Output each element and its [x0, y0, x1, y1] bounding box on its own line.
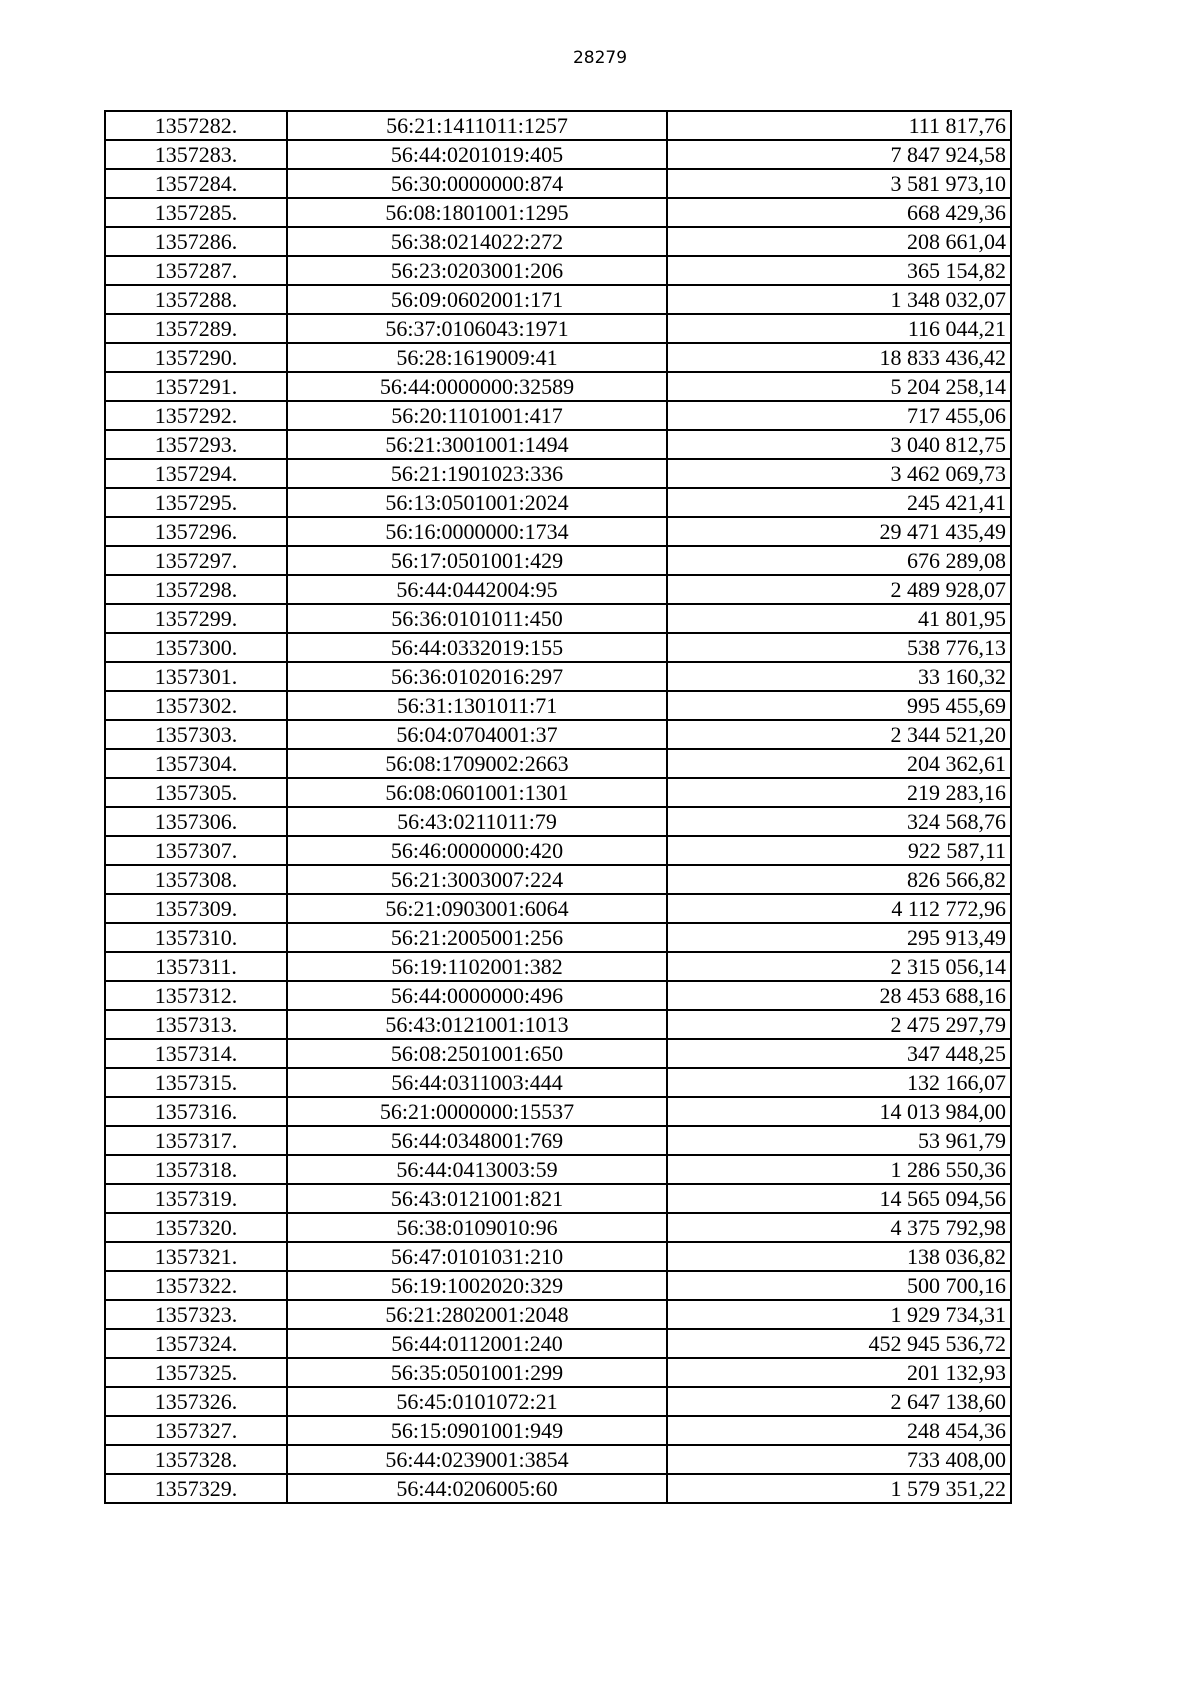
table-row — [105, 662, 1011, 691]
value-cell: 676 289,08 — [667, 546, 1011, 575]
cadastral-number-cell: 56:08:1801001:1295 — [287, 198, 667, 227]
cadastral-number-cell: 56:23:0203001:206 — [287, 256, 667, 285]
cadastral-number-cell: 56:09:0602001:171 — [287, 285, 667, 314]
table-row — [105, 140, 1011, 169]
value-cell: 3 040 812,75 — [667, 430, 1011, 459]
table-row — [105, 198, 1011, 227]
table-row — [105, 314, 1011, 343]
value-cell: 204 362,61 — [667, 749, 1011, 778]
cadastral-number-cell: 56:44:0112001:240 — [287, 1329, 667, 1358]
table-row — [105, 865, 1011, 894]
value-cell: 18 833 436,42 — [667, 343, 1011, 372]
cadastral-number-cell: 56:21:3003007:224 — [287, 865, 667, 894]
table-row — [105, 1271, 1011, 1300]
value-cell: 538 776,13 — [667, 633, 1011, 662]
row-number-cell: 1357282. — [105, 111, 287, 140]
row-number-cell: 1357302. — [105, 691, 287, 720]
row-number-cell: 1357310. — [105, 923, 287, 952]
row-number-cell: 1357308. — [105, 865, 287, 894]
cadastral-number-cell: 56:47:0101031:210 — [287, 1242, 667, 1271]
value-cell: 245 421,41 — [667, 488, 1011, 517]
value-cell: 452 945 536,72 — [667, 1329, 1011, 1358]
table-row — [105, 720, 1011, 749]
value-cell: 500 700,16 — [667, 1271, 1011, 1300]
row-number-cell: 1357305. — [105, 778, 287, 807]
row-number-cell: 1357299. — [105, 604, 287, 633]
value-cell: 922 587,11 — [667, 836, 1011, 865]
cadastral-number-cell: 56:21:0000000:15537 — [287, 1097, 667, 1126]
table-row — [105, 430, 1011, 459]
value-cell: 41 801,95 — [667, 604, 1011, 633]
value-cell: 2 315 056,14 — [667, 952, 1011, 981]
cadastral-number-cell: 56:30:0000000:874 — [287, 169, 667, 198]
row-number-cell: 1357286. — [105, 227, 287, 256]
table-row — [105, 285, 1011, 314]
table-row — [105, 836, 1011, 865]
cadastral-number-cell: 56:08:2501001:650 — [287, 1039, 667, 1068]
cadastral-number-cell: 56:44:0413003:59 — [287, 1155, 667, 1184]
row-number-cell: 1357287. — [105, 256, 287, 285]
cadastral-number-cell: 56:21:2005001:256 — [287, 923, 667, 952]
value-cell: 208 661,04 — [667, 227, 1011, 256]
table-row — [105, 169, 1011, 198]
row-number-cell: 1357328. — [105, 1445, 287, 1474]
table-row — [105, 459, 1011, 488]
table-row — [105, 923, 1011, 952]
row-number-cell: 1357295. — [105, 488, 287, 517]
value-cell: 5 204 258,14 — [667, 372, 1011, 401]
table-row — [105, 517, 1011, 546]
cadastral-number-cell: 56:43:0121001:1013 — [287, 1010, 667, 1039]
value-cell: 4 112 772,96 — [667, 894, 1011, 923]
cadastral-number-cell: 56:35:0501001:299 — [287, 1358, 667, 1387]
cadastral-number-cell: 56:15:0901001:949 — [287, 1416, 667, 1445]
row-number-cell: 1357298. — [105, 575, 287, 604]
cadastral-number-cell: 56:21:3001001:1494 — [287, 430, 667, 459]
value-cell: 3 462 069,73 — [667, 459, 1011, 488]
value-cell: 347 448,25 — [667, 1039, 1011, 1068]
value-cell: 248 454,36 — [667, 1416, 1011, 1445]
value-cell: 201 132,93 — [667, 1358, 1011, 1387]
cadastral-number-cell: 56:44:0206005:60 — [287, 1474, 667, 1503]
table-row — [105, 1155, 1011, 1184]
row-number-cell: 1357313. — [105, 1010, 287, 1039]
cadastral-number-cell: 56:21:1411011:1257 — [287, 111, 667, 140]
value-cell: 7 847 924,58 — [667, 140, 1011, 169]
value-cell: 3 581 973,10 — [667, 169, 1011, 198]
value-cell: 33 160,32 — [667, 662, 1011, 691]
row-number-cell: 1357289. — [105, 314, 287, 343]
value-cell: 53 961,79 — [667, 1126, 1011, 1155]
row-number-cell: 1357320. — [105, 1213, 287, 1242]
cadastral-number-cell: 56:31:1301011:71 — [287, 691, 667, 720]
table-row — [105, 1300, 1011, 1329]
value-cell: 14 013 984,00 — [667, 1097, 1011, 1126]
value-cell: 1 348 032,07 — [667, 285, 1011, 314]
row-number-cell: 1357283. — [105, 140, 287, 169]
table-row — [105, 1213, 1011, 1242]
cadastral-number-cell: 56:21:0903001:6064 — [287, 894, 667, 923]
cadastral-number-cell: 56:08:0601001:1301 — [287, 778, 667, 807]
value-cell: 1 286 550,36 — [667, 1155, 1011, 1184]
table-row — [105, 401, 1011, 430]
cadastral-number-cell: 56:44:0000000:32589 — [287, 372, 667, 401]
row-number-cell: 1357285. — [105, 198, 287, 227]
table-row — [105, 749, 1011, 778]
cadastral-number-cell: 56:13:0501001:2024 — [287, 488, 667, 517]
row-number-cell: 1357315. — [105, 1068, 287, 1097]
row-number-cell: 1357307. — [105, 836, 287, 865]
value-cell: 324 568,76 — [667, 807, 1011, 836]
row-number-cell: 1357296. — [105, 517, 287, 546]
cadastral-number-cell: 56:43:0211011:79 — [287, 807, 667, 836]
table-row — [105, 1126, 1011, 1155]
cadastral-number-cell: 56:08:1709002:2663 — [287, 749, 667, 778]
value-cell: 1 579 351,22 — [667, 1474, 1011, 1503]
value-cell: 111 817,76 — [667, 111, 1011, 140]
cadastral-number-cell: 56:38:0214022:272 — [287, 227, 667, 256]
registry-table-body — [105, 111, 1011, 1503]
row-number-cell: 1357326. — [105, 1387, 287, 1416]
table-row — [105, 778, 1011, 807]
table-row — [105, 1184, 1011, 1213]
table-row — [105, 1039, 1011, 1068]
table-row — [105, 604, 1011, 633]
row-number-cell: 1357327. — [105, 1416, 287, 1445]
row-number-cell: 1357322. — [105, 1271, 287, 1300]
row-number-cell: 1357323. — [105, 1300, 287, 1329]
row-number-cell: 1357316. — [105, 1097, 287, 1126]
table-row — [105, 1445, 1011, 1474]
table-row — [105, 691, 1011, 720]
cadastral-number-cell: 56:17:0501001:429 — [287, 546, 667, 575]
row-number-cell: 1357300. — [105, 633, 287, 662]
table-row — [105, 633, 1011, 662]
row-number-cell: 1357304. — [105, 749, 287, 778]
row-number-cell: 1357293. — [105, 430, 287, 459]
table-row — [105, 227, 1011, 256]
row-number-cell: 1357288. — [105, 285, 287, 314]
row-number-cell: 1357324. — [105, 1329, 287, 1358]
cadastral-number-cell: 56:44:0000000:496 — [287, 981, 667, 1010]
cadastral-number-cell: 56:38:0109010:96 — [287, 1213, 667, 1242]
cadastral-number-cell: 56:44:0201019:405 — [287, 140, 667, 169]
table-row — [105, 952, 1011, 981]
value-cell: 14 565 094,56 — [667, 1184, 1011, 1213]
table-row — [105, 1242, 1011, 1271]
row-number-cell: 1357309. — [105, 894, 287, 923]
cadastral-number-cell: 56:44:0442004:95 — [287, 575, 667, 604]
table-row — [105, 894, 1011, 923]
row-number-cell: 1357321. — [105, 1242, 287, 1271]
row-number-cell: 1357317. — [105, 1126, 287, 1155]
table-row — [105, 1329, 1011, 1358]
value-cell: 29 471 435,49 — [667, 517, 1011, 546]
row-number-cell: 1357312. — [105, 981, 287, 1010]
value-cell: 132 166,07 — [667, 1068, 1011, 1097]
cadastral-number-cell: 56:21:2802001:2048 — [287, 1300, 667, 1329]
cadastral-number-cell: 56:19:1002020:329 — [287, 1271, 667, 1300]
value-cell: 826 566,82 — [667, 865, 1011, 894]
value-cell: 116 044,21 — [667, 314, 1011, 343]
value-cell: 2 647 138,60 — [667, 1387, 1011, 1416]
table-row — [105, 1416, 1011, 1445]
row-number-cell: 1357303. — [105, 720, 287, 749]
value-cell: 2 344 521,20 — [667, 720, 1011, 749]
cadastral-number-cell: 56:16:0000000:1734 — [287, 517, 667, 546]
cadastral-number-cell: 56:19:1102001:382 — [287, 952, 667, 981]
value-cell: 995 455,69 — [667, 691, 1011, 720]
row-number-cell: 1357311. — [105, 952, 287, 981]
table-row — [105, 807, 1011, 836]
value-cell: 295 913,49 — [667, 923, 1011, 952]
row-number-cell: 1357292. — [105, 401, 287, 430]
table-row — [105, 1097, 1011, 1126]
row-number-cell: 1357290. — [105, 343, 287, 372]
table-row — [105, 488, 1011, 517]
cadastral-number-cell: 56:04:0704001:37 — [287, 720, 667, 749]
value-cell: 668 429,36 — [667, 198, 1011, 227]
row-number-cell: 1357319. — [105, 1184, 287, 1213]
value-cell: 2 489 928,07 — [667, 575, 1011, 604]
table-row — [105, 1010, 1011, 1039]
cadastral-number-cell: 56:36:0102016:297 — [287, 662, 667, 691]
value-cell: 717 455,06 — [667, 401, 1011, 430]
row-number-cell: 1357306. — [105, 807, 287, 836]
row-number-cell: 1357329. — [105, 1474, 287, 1503]
row-number-cell: 1357297. — [105, 546, 287, 575]
value-cell: 2 475 297,79 — [667, 1010, 1011, 1039]
table-row — [105, 1358, 1011, 1387]
table-row — [105, 981, 1011, 1010]
cadastral-number-cell: 56:36:0101011:450 — [287, 604, 667, 633]
cadastral-number-cell: 56:37:0106043:1971 — [287, 314, 667, 343]
row-number-cell: 1357294. — [105, 459, 287, 488]
cadastral-number-cell: 56:44:0332019:155 — [287, 633, 667, 662]
row-number-cell: 1357291. — [105, 372, 287, 401]
row-number-cell: 1357314. — [105, 1039, 287, 1068]
cadastral-number-cell: 56:44:0239001:3854 — [287, 1445, 667, 1474]
value-cell: 138 036,82 — [667, 1242, 1011, 1271]
table-row — [105, 1068, 1011, 1097]
table-row — [105, 575, 1011, 604]
cadastral-number-cell: 56:45:0101072:21 — [287, 1387, 667, 1416]
cadastral-number-cell: 56:46:0000000:420 — [287, 836, 667, 865]
cadastral-number-cell: 56:44:0348001:769 — [287, 1126, 667, 1155]
table-row — [105, 546, 1011, 575]
value-cell: 4 375 792,98 — [667, 1213, 1011, 1242]
cadastral-number-cell: 56:20:1101001:417 — [287, 401, 667, 430]
cadastral-number-cell: 56:28:1619009:41 — [287, 343, 667, 372]
value-cell: 365 154,82 — [667, 256, 1011, 285]
table-row — [105, 111, 1011, 140]
registry-table — [104, 110, 1012, 1504]
cadastral-number-cell: 56:43:0121001:821 — [287, 1184, 667, 1213]
value-cell: 733 408,00 — [667, 1445, 1011, 1474]
row-number-cell: 1357301. — [105, 662, 287, 691]
row-number-cell: 1357318. — [105, 1155, 287, 1184]
table-row — [105, 343, 1011, 372]
row-number-cell: 1357325. — [105, 1358, 287, 1387]
value-cell: 1 929 734,31 — [667, 1300, 1011, 1329]
value-cell: 219 283,16 — [667, 778, 1011, 807]
page-number: 28279 — [572, 48, 628, 68]
table-row — [105, 256, 1011, 285]
table-row — [105, 1387, 1011, 1416]
row-number-cell: 1357284. — [105, 169, 287, 198]
cadastral-number-cell: 56:21:1901023:336 — [287, 459, 667, 488]
table-row — [105, 1474, 1011, 1503]
table-row — [105, 372, 1011, 401]
cadastral-number-cell: 56:44:0311003:444 — [287, 1068, 667, 1097]
value-cell: 28 453 688,16 — [667, 981, 1011, 1010]
